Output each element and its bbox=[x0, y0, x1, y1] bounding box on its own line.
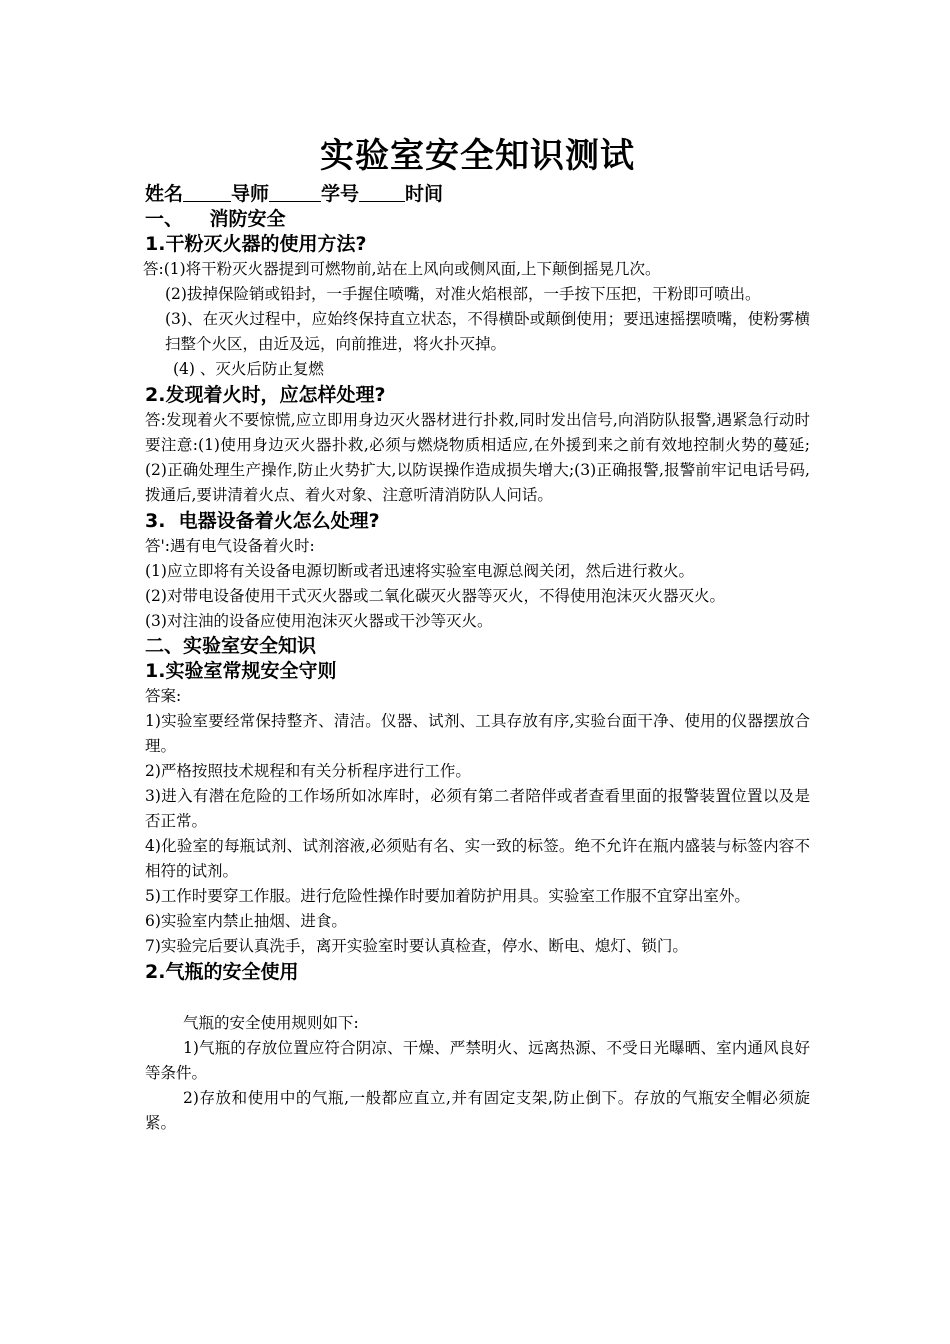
answer-line: (2)对带电设备使用干式灭火器或二氧化碳灭火器等灭火，不得使用泡沫灭火器灭火。 bbox=[145, 587, 725, 605]
answer-line: (3)对注油的设备应使用泡沫灭火器或干沙等灭火。 bbox=[145, 612, 493, 630]
name-label: 姓名 bbox=[145, 183, 184, 205]
question-heading: 3. 电器设备着火怎么处理? bbox=[145, 510, 380, 532]
answer-line: 答':遇有电气设备着火时: bbox=[145, 537, 315, 555]
name-blank bbox=[183, 183, 231, 202]
answer-line: 2)严格按照技术规程和有关分析程序进行工作。 bbox=[145, 762, 471, 780]
student-id-blank bbox=[359, 183, 405, 202]
answer-line: 7)实验完后要认真洗手，离开实验室时要认真检查，停水、断电、熄灯、锁门。 bbox=[145, 937, 688, 955]
question-heading: 1.实验室常规安全守则 bbox=[145, 660, 337, 682]
answer-line: 答:(1)将干粉灭火器提到可燃物前,站在上风向或侧风面,上下颠倒摇晃几次。 bbox=[143, 260, 661, 278]
spacer bbox=[145, 985, 810, 1011]
advisor-label: 导师 bbox=[231, 183, 270, 205]
answer-line: 1)气瓶的存放位置应符合阴凉、干燥、严禁明火、远离热源、不受日光曝晒、室内通风良好等条件。 bbox=[145, 1039, 810, 1082]
answer-line: 答案: bbox=[145, 687, 182, 705]
answer-line: (2)拔掉保险销或铅封，一手握住喷嘴，对准火焰根部，一手按下压把，干粉即可喷出。 bbox=[165, 285, 761, 303]
answer-line: 1)实验室要经常保持整齐、清洁。仪器、试剂、工具存放有序,实验台面干净、使用的仪器摆放合理。 bbox=[145, 712, 810, 755]
answer-line: (3)、在灭火过程中，应始终保持直立状态，不得横卧或颠倒使用；要迅速摇摆喷嘴，使粉雾横扫整个火区，由近及远，向前推进，将火扑灭掉。 bbox=[165, 310, 810, 353]
time-label: 时间 bbox=[405, 183, 444, 205]
answer-line: (4) 、灭火后防止复燃 bbox=[173, 360, 324, 378]
student-info-line bbox=[145, 181, 810, 207]
page-title: 实验室安全知识测试 bbox=[320, 136, 635, 176]
question-heading: 1.干粉灭火器的使用方法? bbox=[145, 233, 367, 255]
answer-line: (1)应立即将有关设备电源切断或者迅速将实验室电源总阀关闭，然后进行救火。 bbox=[145, 562, 694, 580]
question-heading: 2.发现着火时，应怎样处理? bbox=[145, 384, 386, 406]
document-page bbox=[145, 128, 810, 1136]
student-id-label: 学号 bbox=[321, 183, 360, 205]
section-heading-fire-safety: 一、 消防安全 bbox=[145, 208, 286, 230]
answer-line: 气瓶的安全使用规则如下: bbox=[183, 1014, 359, 1032]
answer-line: 3)进入有潜在危险的工作场所如冰库时，必须有第二者陪伴或者查看里面的报警装置位置以及是否正常。 bbox=[145, 787, 810, 830]
advisor-blank bbox=[269, 183, 321, 202]
answer-line: 5)工作时要穿工作服。进行危险性操作时要加着防护用具。实验室工作服不宜穿出室外。 bbox=[145, 887, 750, 905]
answer-line: 6)实验室内禁止抽烟、进食。 bbox=[145, 912, 347, 930]
answer-line: 4)化验室的每瓶试剂、试剂溶液,必须贴有名、实一致的标签。绝不允许在瓶内盛装与标签内容不相符的试剂。 bbox=[145, 837, 810, 880]
section-heading-lab-safety: 二、实验室安全知识 bbox=[145, 635, 317, 657]
answer-paragraph: 答:发现着火不要惊慌,应立即用身边灭火器材进行扑救,同时发出信号,向消防队报警,遇紧急行动时要注意:(1)使用身边灭火器扑救,必须与燃烧物质相适应,在外援到来之前有效地控制火势的蔓延;(2)正确处理生产操作,防止火势扩大,以防误操作造成损失增大;(3)正确报警,报警前牢记电话号码,拨通后,要讲清着火点、着火对象、注意听清消防队人问话。 bbox=[145, 411, 810, 504]
answer-line: 2)存放和使用中的气瓶,一般都应直立,并有固定支架,防止倒下。存放的气瓶安全帽必须旋紧。 bbox=[145, 1089, 810, 1132]
question-heading: 2.气瓶的安全使用 bbox=[145, 961, 299, 983]
